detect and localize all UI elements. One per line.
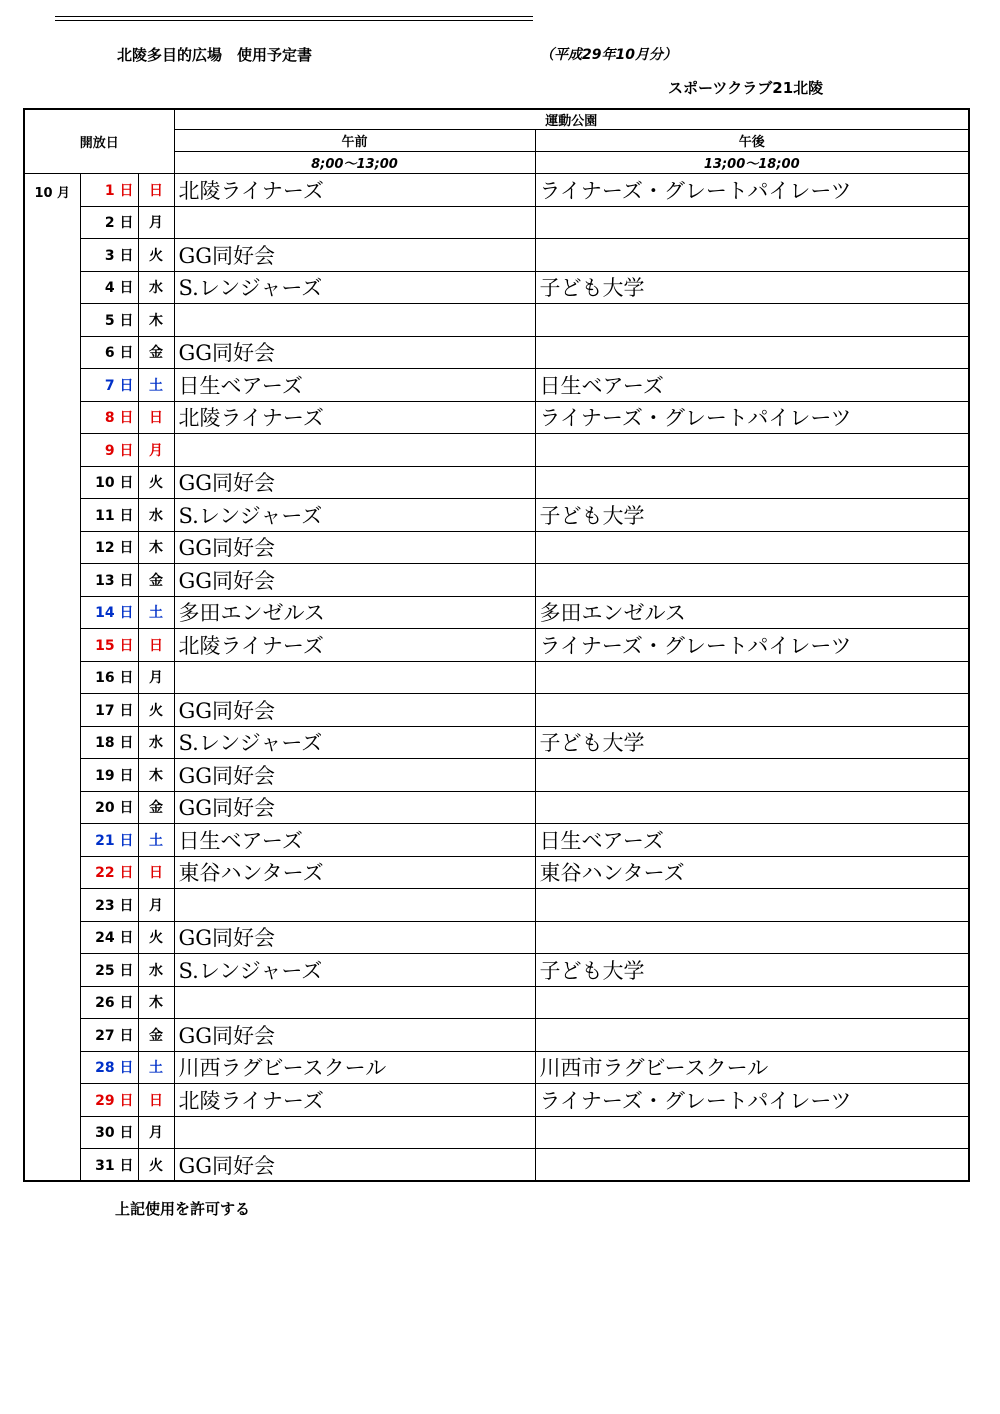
day-suffix: 日 — [119, 247, 134, 264]
open-day-header: 開放日 — [24, 109, 174, 174]
am-booking: GG同好会 — [174, 759, 535, 792]
day-number: 26 — [95, 995, 115, 1012]
day-suffix: 日 — [119, 1092, 134, 1109]
am-booking — [174, 304, 535, 337]
weekday-cell: 月 — [138, 206, 174, 239]
day-number: 10 — [95, 475, 115, 492]
pm-booking — [535, 1019, 969, 1052]
day-number: 20 — [95, 800, 115, 817]
weekday-cell: 火 — [138, 466, 174, 499]
am-booking: 日生ベアーズ — [174, 369, 535, 402]
weekday-cell: 日 — [138, 1084, 174, 1117]
am-time: 8;00～13;00 — [174, 152, 535, 174]
pm-booking: 子ども大学 — [535, 954, 969, 987]
table-row — [24, 954, 969, 987]
am-booking: 北陵ライナーズ — [174, 1084, 535, 1117]
weekday-cell: 金 — [138, 791, 174, 824]
pm-booking: 東谷ハンターズ — [535, 856, 969, 889]
pm-booking — [535, 564, 969, 597]
date-cell — [80, 889, 138, 922]
day-number: 12 — [95, 540, 115, 557]
date-cell — [80, 596, 138, 629]
day-suffix: 日 — [119, 442, 134, 459]
day-number: 29 — [95, 1092, 115, 1109]
weekday-cell: 木 — [138, 531, 174, 564]
day-suffix: 日 — [119, 182, 134, 199]
date-cell — [80, 174, 138, 207]
am-booking — [174, 206, 535, 239]
day-number: 21 — [95, 832, 115, 849]
pm-booking: 子ども大学 — [535, 271, 969, 304]
date-cell — [80, 499, 138, 532]
day-number: 16 — [95, 670, 115, 687]
pm-booking — [535, 1149, 969, 1182]
day-number: 14 — [95, 605, 115, 622]
weekday-cell: 日 — [138, 629, 174, 662]
day-suffix: 日 — [119, 540, 134, 557]
date-cell — [80, 726, 138, 759]
date-cell — [80, 791, 138, 824]
table-row — [24, 1116, 969, 1149]
day-number: 11 — [95, 507, 115, 524]
date-cell — [80, 239, 138, 272]
table-row — [24, 694, 969, 727]
approval-note: 上記使用を許可する — [115, 1200, 251, 1218]
date-cell — [80, 271, 138, 304]
date-cell — [80, 954, 138, 987]
weekday-cell: 土 — [138, 1051, 174, 1084]
date-cell — [80, 336, 138, 369]
day-number: 2 — [104, 215, 115, 232]
weekday-cell: 木 — [138, 986, 174, 1019]
day-number: 23 — [95, 897, 115, 914]
date-cell — [80, 1051, 138, 1084]
day-suffix: 日 — [119, 605, 134, 622]
weekday-cell: 土 — [138, 596, 174, 629]
table-row — [24, 889, 969, 922]
day-number: 4 — [104, 280, 115, 297]
table-row — [24, 1084, 969, 1117]
table-row — [24, 1149, 969, 1182]
weekday-cell: 火 — [138, 921, 174, 954]
pm-booking: ライナーズ・グレートパイレーツ — [535, 629, 969, 662]
am-booking: GG同好会 — [174, 564, 535, 597]
table-row — [24, 271, 969, 304]
date-cell — [80, 1116, 138, 1149]
date-cell — [80, 531, 138, 564]
day-suffix: 日 — [119, 962, 134, 979]
am-booking: GG同好会 — [174, 239, 535, 272]
weekday-cell: 土 — [138, 369, 174, 402]
pm-booking: ライナーズ・グレートパイレーツ — [535, 401, 969, 434]
day-number: 24 — [95, 930, 115, 947]
date-cell — [80, 759, 138, 792]
am-booking — [174, 1116, 535, 1149]
table-row — [24, 726, 969, 759]
table-row — [24, 304, 969, 337]
pm-booking: ライナーズ・グレートパイレーツ — [535, 174, 969, 207]
weekday-cell: 火 — [138, 694, 174, 727]
day-suffix: 日 — [119, 507, 134, 524]
am-booking — [174, 986, 535, 1019]
day-number: 27 — [95, 1027, 115, 1044]
day-suffix: 日 — [119, 735, 134, 752]
date-cell — [80, 856, 138, 889]
weekday-cell: 月 — [138, 1116, 174, 1149]
weekday-cell: 日 — [138, 401, 174, 434]
day-number: 22 — [95, 865, 115, 882]
table-row — [24, 499, 969, 532]
day-number: 15 — [95, 637, 115, 654]
am-booking — [174, 434, 535, 467]
pm-booking — [535, 1116, 969, 1149]
pm-booking — [535, 336, 969, 369]
pm-booking — [535, 206, 969, 239]
table-row — [24, 1019, 969, 1052]
day-suffix: 日 — [119, 930, 134, 947]
date-cell — [80, 921, 138, 954]
pm-header: 午後 — [535, 130, 969, 152]
am-booking: 北陵ライナーズ — [174, 401, 535, 434]
date-cell — [80, 629, 138, 662]
day-suffix: 日 — [119, 215, 134, 232]
weekday-cell: 火 — [138, 239, 174, 272]
table-row — [24, 174, 969, 207]
pm-booking — [535, 466, 969, 499]
document-title: 北陵多目的広場 使用予定書 — [117, 46, 313, 64]
day-suffix: 日 — [119, 572, 134, 589]
am-booking: S.レンジャーズ — [174, 726, 535, 759]
weekday-cell: 月 — [138, 434, 174, 467]
am-booking: GG同好会 — [174, 694, 535, 727]
date-cell — [80, 206, 138, 239]
am-booking: S.レンジャーズ — [174, 499, 535, 532]
weekday-cell: 土 — [138, 824, 174, 857]
am-booking — [174, 889, 535, 922]
pm-booking: 多田エンゼルス — [535, 596, 969, 629]
pm-booking — [535, 889, 969, 922]
pm-booking — [535, 921, 969, 954]
table-row — [24, 336, 969, 369]
pm-booking: 日生ベアーズ — [535, 824, 969, 857]
pm-booking — [535, 239, 969, 272]
weekday-cell: 金 — [138, 564, 174, 597]
weekday-cell: 水 — [138, 726, 174, 759]
day-suffix: 日 — [119, 1060, 134, 1077]
weekday-cell: 金 — [138, 1019, 174, 1052]
am-booking: S.レンジャーズ — [174, 271, 535, 304]
day-number: 18 — [95, 735, 115, 752]
am-booking — [174, 661, 535, 694]
date-cell — [80, 564, 138, 597]
table-row — [24, 531, 969, 564]
day-number: 28 — [95, 1060, 115, 1077]
day-suffix: 日 — [119, 280, 134, 297]
weekday-cell: 火 — [138, 1149, 174, 1182]
day-suffix: 日 — [119, 670, 134, 687]
day-suffix: 日 — [119, 1125, 134, 1142]
date-cell — [80, 369, 138, 402]
table-row — [24, 206, 969, 239]
pm-time: 13;00～18;00 — [535, 152, 969, 174]
day-suffix: 日 — [119, 865, 134, 882]
am-booking: S.レンジャーズ — [174, 954, 535, 987]
table-row — [24, 629, 969, 662]
am-booking: 多田エンゼルス — [174, 596, 535, 629]
day-number: 30 — [95, 1125, 115, 1142]
table-row — [24, 239, 969, 272]
table-row — [24, 661, 969, 694]
weekday-cell: 月 — [138, 889, 174, 922]
month-cell: 10 月 — [24, 174, 80, 1182]
day-suffix: 日 — [119, 767, 134, 784]
table-row — [24, 1051, 969, 1084]
date-cell — [80, 986, 138, 1019]
pm-booking — [535, 986, 969, 1019]
am-booking: GG同好会 — [174, 1019, 535, 1052]
day-suffix: 日 — [119, 800, 134, 817]
day-suffix: 日 — [119, 410, 134, 427]
date-cell — [80, 434, 138, 467]
day-suffix: 日 — [119, 345, 134, 362]
day-suffix: 日 — [119, 377, 134, 394]
date-cell — [80, 1019, 138, 1052]
document-period: （平成29年10月分） — [540, 47, 677, 63]
weekday-cell: 水 — [138, 271, 174, 304]
am-booking: 北陵ライナーズ — [174, 174, 535, 207]
date-cell — [80, 694, 138, 727]
weekday-cell: 水 — [138, 499, 174, 532]
table-row — [24, 401, 969, 434]
pm-booking — [535, 661, 969, 694]
table-row — [24, 856, 969, 889]
am-booking: 東谷ハンターズ — [174, 856, 535, 889]
table-row — [24, 596, 969, 629]
pm-booking — [535, 694, 969, 727]
day-number: 6 — [104, 345, 115, 362]
pm-booking: ライナーズ・グレートパイレーツ — [535, 1084, 969, 1117]
day-suffix: 日 — [119, 832, 134, 849]
am-booking: GG同好会 — [174, 921, 535, 954]
day-suffix: 日 — [119, 475, 134, 492]
day-number: 25 — [95, 962, 115, 979]
am-booking: 北陵ライナーズ — [174, 629, 535, 662]
table-row — [24, 921, 969, 954]
table-row — [24, 466, 969, 499]
table-row — [24, 791, 969, 824]
pm-booking — [535, 791, 969, 824]
day-number: 8 — [104, 410, 115, 427]
date-cell — [80, 304, 138, 337]
schedule-table — [23, 108, 970, 1182]
am-booking: 日生ベアーズ — [174, 824, 535, 857]
day-number: 19 — [95, 767, 115, 784]
weekday-cell: 金 — [138, 336, 174, 369]
pm-booking — [535, 531, 969, 564]
am-header: 午前 — [174, 130, 535, 152]
schedule-body — [24, 109, 969, 1181]
am-booking: GG同好会 — [174, 1149, 535, 1182]
table-row — [24, 986, 969, 1019]
am-booking: GG同好会 — [174, 791, 535, 824]
day-suffix: 日 — [119, 312, 134, 329]
facility-header: 運動公園 — [174, 109, 969, 130]
date-cell — [80, 466, 138, 499]
am-booking: GG同好会 — [174, 531, 535, 564]
day-number: 9 — [104, 442, 115, 459]
table-row — [24, 564, 969, 597]
day-number: 1 — [104, 182, 115, 199]
am-booking: 川西ラグビースクール — [174, 1051, 535, 1084]
pm-booking — [535, 434, 969, 467]
day-number: 31 — [95, 1157, 115, 1174]
date-cell — [80, 1149, 138, 1182]
day-number: 13 — [95, 572, 115, 589]
day-suffix: 日 — [119, 897, 134, 914]
pm-booking: 日生ベアーズ — [535, 369, 969, 402]
table-row — [24, 824, 969, 857]
day-number: 17 — [95, 702, 115, 719]
pm-booking: 川西市ラグビースクール — [535, 1051, 969, 1084]
weekday-cell: 木 — [138, 759, 174, 792]
pm-booking — [535, 759, 969, 792]
pm-booking: 子ども大学 — [535, 499, 969, 532]
day-suffix: 日 — [119, 702, 134, 719]
day-suffix: 日 — [119, 637, 134, 654]
day-number: 7 — [104, 377, 115, 394]
table-row — [24, 759, 969, 792]
date-cell — [80, 824, 138, 857]
am-booking: GG同好会 — [174, 466, 535, 499]
day-suffix: 日 — [119, 1157, 134, 1174]
weekday-cell: 水 — [138, 954, 174, 987]
organization-name: スポーツクラブ21北陵 — [668, 79, 824, 97]
weekday-cell: 日 — [138, 174, 174, 207]
table-row — [24, 434, 969, 467]
day-number: 5 — [104, 312, 115, 329]
weekday-cell: 木 — [138, 304, 174, 337]
table-row — [24, 369, 969, 402]
day-number: 3 — [104, 247, 115, 264]
day-suffix: 日 — [119, 995, 134, 1012]
weekday-cell: 月 — [138, 661, 174, 694]
date-cell — [80, 661, 138, 694]
weekday-cell: 日 — [138, 856, 174, 889]
pm-booking — [535, 304, 969, 337]
date-cell — [80, 401, 138, 434]
date-cell — [80, 1084, 138, 1117]
pm-booking: 子ども大学 — [535, 726, 969, 759]
day-suffix: 日 — [119, 1027, 134, 1044]
header-row-facility — [24, 109, 969, 130]
top-rule — [55, 16, 533, 21]
am-booking: GG同好会 — [174, 336, 535, 369]
